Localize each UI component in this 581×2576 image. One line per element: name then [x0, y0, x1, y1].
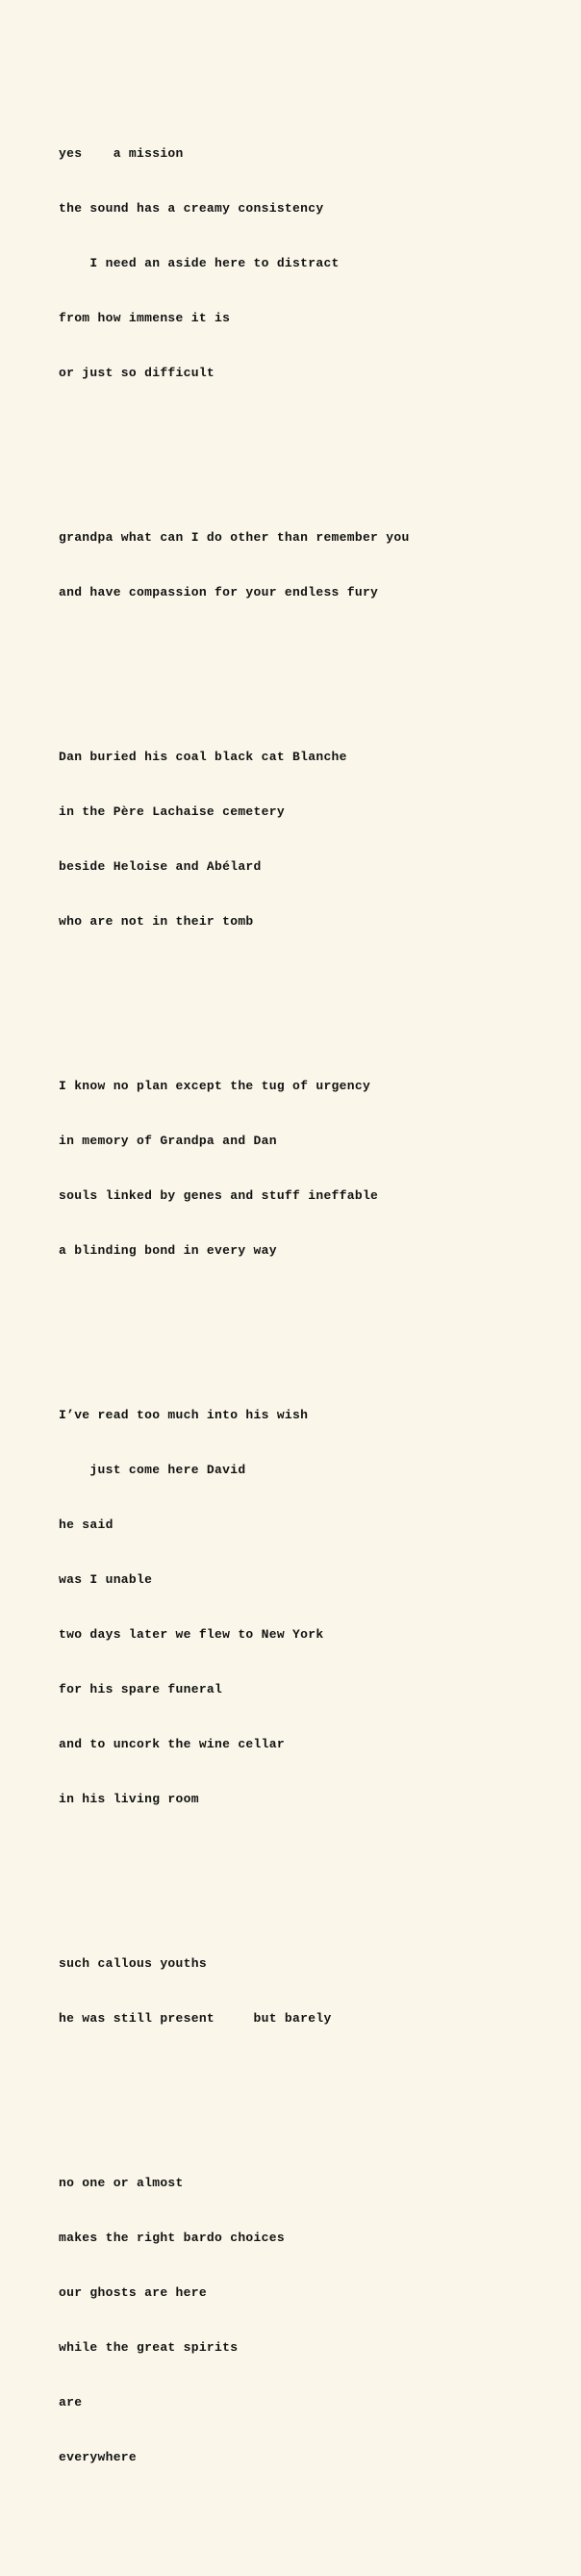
- poem-line: two days later we flew to New York: [59, 1627, 324, 1642]
- poem-line: in the Père Lachaise cemetery: [59, 804, 285, 819]
- poem-line: yes a mission: [59, 146, 184, 161]
- stanza-2: [59, 492, 581, 638]
- poem-line: from how immense it is: [59, 311, 231, 325]
- poem-line: who are not in their tomb: [59, 914, 254, 929]
- poem-line: makes the right bardo choices: [59, 2231, 285, 2245]
- stanza-1: [59, 108, 581, 419]
- poem-line: everywhere: [59, 2450, 138, 2464]
- poem-line: grandpa what can I do other than remember you: [59, 530, 410, 545]
- stanza-7: [59, 2137, 581, 2503]
- poem-line: Dan buried his coal black cat Blanche: [59, 750, 347, 764]
- poem-line: I know no plan except the tug of urgency: [59, 1079, 371, 1093]
- poem-line: I’ve read too much into his wish: [59, 1408, 309, 1422]
- poem-line: are: [59, 2395, 83, 2410]
- poem-line: a blinding bond in every way: [59, 1243, 277, 1258]
- poem-line: such callous youths: [59, 1956, 207, 1971]
- stanza-6: [59, 1918, 581, 2064]
- stanza-3: [59, 711, 581, 967]
- poem-line: and have compassion for your endless fury: [59, 585, 379, 599]
- poem-line: souls linked by genes and stuff ineffable: [59, 1188, 379, 1203]
- poem: [59, 53, 581, 2576]
- stanza-4: [59, 1040, 581, 1296]
- poem-line: beside Heloise and Abélard: [59, 859, 262, 874]
- poem-line: I need an aside here to distract: [59, 256, 340, 270]
- poem-line: no one or almost: [59, 2176, 184, 2190]
- poem-line: while the great spirits: [59, 2340, 239, 2355]
- poem-line: or just so difficult: [59, 366, 215, 380]
- poem-line: he was still present but barely: [59, 2011, 332, 2026]
- poem-line: was I unable: [59, 1572, 153, 1587]
- poem-line: our ghosts are here: [59, 2285, 207, 2300]
- stanza-5: [59, 1369, 581, 1845]
- poem-line: in memory of Grandpa and Dan: [59, 1134, 277, 1148]
- poem-line: for his spare funeral: [59, 1682, 223, 1696]
- poem-line: and to uncork the wine cellar: [59, 1737, 285, 1751]
- poem-line: he said: [59, 1518, 114, 1532]
- poem-line: in his living room: [59, 1792, 199, 1806]
- poem-line: just come here David: [59, 1463, 246, 1477]
- poem-line: the sound has a creamy consistency: [59, 201, 324, 216]
